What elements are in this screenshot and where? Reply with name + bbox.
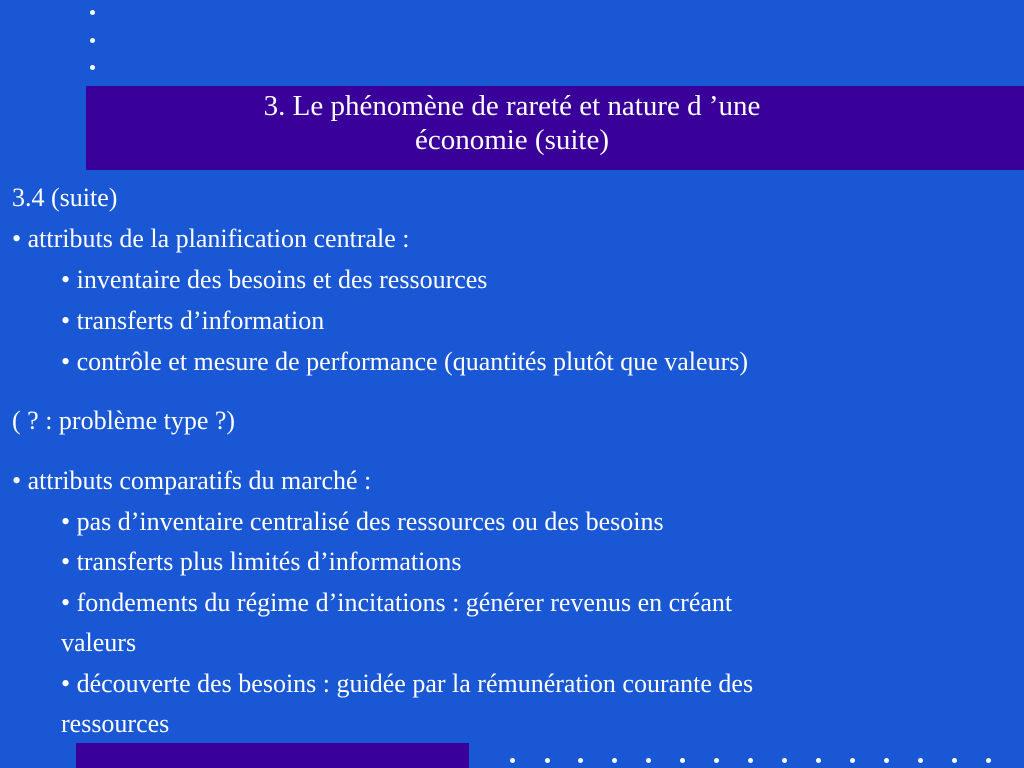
decorative-dot — [646, 758, 651, 763]
bullet-market-attributes: • attributs comparatifs du marché : — [12, 466, 372, 495]
decorative-dot — [952, 758, 957, 763]
sub-bullet-inventory: • inventaire des besoins et des ressources — [61, 265, 488, 294]
sub-bullet-needs-discovery-continuation: ressources — [61, 709, 170, 738]
sub-bullet-no-inventory: • pas d’inventaire centralisé des ressources ou des besoins — [61, 507, 664, 536]
decorative-dot — [680, 758, 685, 763]
question-line: ( ? : problème type ?) — [12, 406, 236, 435]
sub-bullet-incentives-continuation: valeurs — [61, 628, 137, 657]
sub-bullet-control-measure: • contrôle et mesure de performance (quantités plutôt que valeurs) — [61, 347, 749, 376]
decorative-dot — [545, 758, 550, 763]
section-heading: 3.4 (suite) — [12, 183, 118, 212]
bottom-bar — [76, 743, 469, 768]
decorative-dot — [816, 758, 821, 763]
decorative-dot — [612, 758, 617, 763]
vertical-dots-decoration — [90, 10, 100, 80]
horizontal-dots-decoration — [500, 755, 1000, 765]
decorative-dot — [782, 758, 787, 763]
sub-bullet-information-transfers: • transferts d’information — [61, 306, 325, 335]
sub-bullet-incentives: • fondements du régime d’incitations : générer revenus en créant — [61, 588, 733, 617]
decorative-dot — [986, 758, 991, 763]
decorative-dot — [918, 758, 923, 763]
decorative-dot — [90, 38, 95, 43]
decorative-dot — [510, 758, 515, 763]
decorative-dot — [884, 758, 889, 763]
slide-title — [86, 86, 938, 157]
title-line-1: 3. Le phénomène de rareté et nature d ’une — [263, 90, 761, 122]
decorative-dot — [90, 65, 95, 70]
decorative-dot — [90, 10, 95, 15]
bullet-planning-attributes: • attributs de la planification centrale : — [12, 224, 410, 253]
decorative-dot — [850, 758, 855, 763]
sub-bullet-limited-transfers: • transferts plus limités d’informations — [61, 547, 462, 576]
title-bar — [86, 86, 1024, 170]
sub-bullet-needs-discovery: • découverte des besoins : guidée par la rémunération courante des — [61, 669, 754, 698]
decorative-dot — [714, 758, 719, 763]
decorative-dot — [578, 758, 583, 763]
decorative-dot — [748, 758, 753, 763]
title-line-2: économie (suite) — [414, 124, 610, 156]
